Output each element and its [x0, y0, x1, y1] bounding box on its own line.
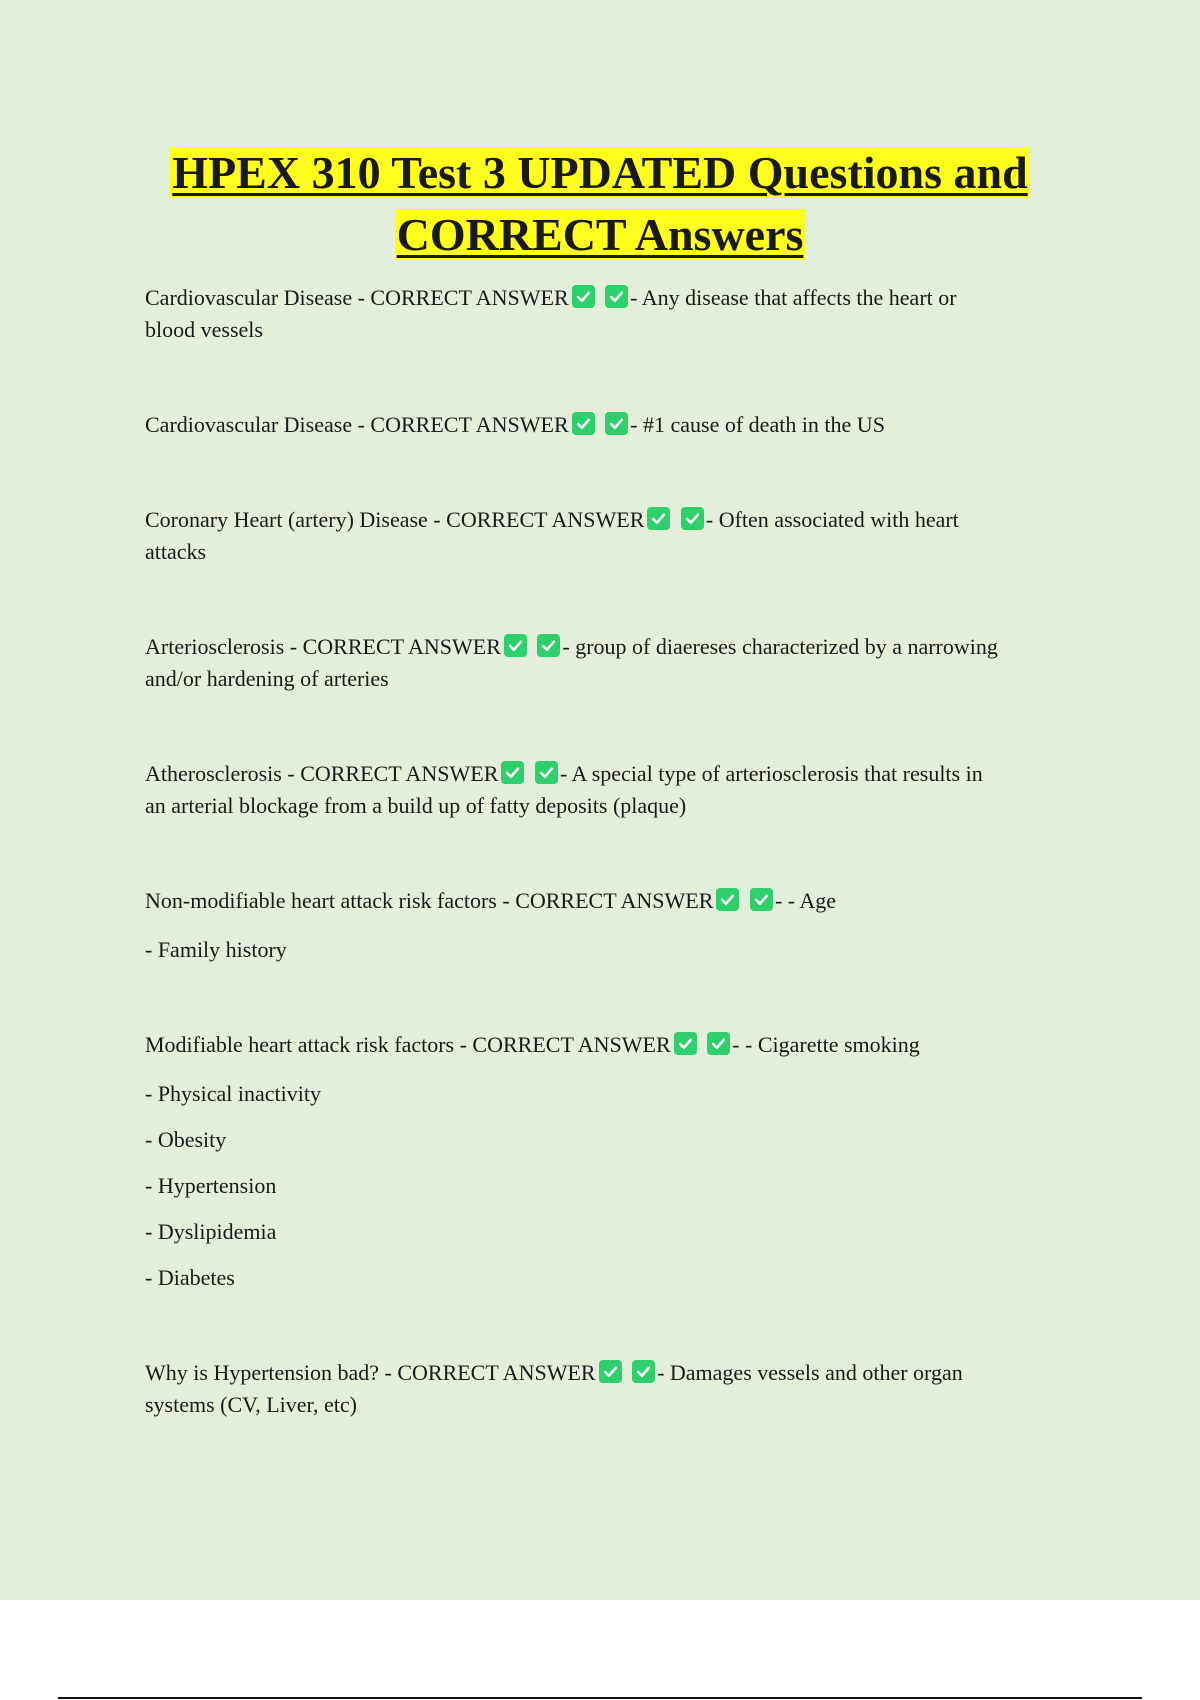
entry-first-line	[145, 1029, 1095, 1061]
entry-term: Atherosclerosis -	[145, 761, 301, 786]
qa-entry	[145, 1029, 1095, 1294]
check-mark-icon	[605, 412, 628, 435]
entry-first-line	[145, 504, 1095, 536]
entry-term: Coronary Heart (artery) Disease -	[145, 507, 447, 532]
entry-answer-continued: blood vessels	[145, 317, 263, 342]
check-mark-icon	[674, 1032, 697, 1055]
document-title	[0, 142, 1200, 266]
qa-entry	[145, 1357, 1095, 1421]
entry-term: Cardiovascular Disease -	[145, 412, 371, 437]
entry-answer-continued: systems (CV, Liver, etc)	[145, 1392, 357, 1417]
list-item: - Obesity	[145, 1127, 227, 1152]
qa-entry	[145, 631, 1095, 695]
check-mark-icon	[572, 285, 595, 308]
check-mark-icon	[599, 1360, 622, 1383]
title-line-2: CORRECT Answers	[396, 209, 804, 260]
answer-marker: CORRECT ANSWER	[370, 285, 569, 310]
list-item: - Dyslipidemia	[145, 1219, 277, 1244]
entry-term: Cardiovascular Disease -	[145, 285, 371, 310]
entry-answer: - A special type of arteriosclerosis that results in	[559, 761, 983, 786]
entry-answer: - #1 cause of death in the US	[630, 412, 885, 437]
title-line-1: HPEX 310 Test 3 UPDATED Questions and	[172, 147, 1028, 198]
entry-answer: - Any disease that affects the heart or	[630, 285, 957, 310]
answer-marker: CORRECT ANSWER	[302, 634, 501, 659]
entry-answer-continued: attacks	[145, 539, 207, 564]
answer-marker: CORRECT ANSWER	[300, 761, 499, 786]
footer-divider	[58, 1697, 1142, 1699]
answer-marker: CORRECT ANSWER	[472, 1032, 671, 1057]
check-mark-icon	[572, 412, 595, 435]
check-mark-icon	[535, 761, 558, 784]
entry-first-line	[145, 885, 1095, 917]
entry-answer: - group of diaereses characterized by a narrowing	[562, 634, 998, 659]
entry-term: Arteriosclerosis -	[145, 634, 303, 659]
qa-entry	[145, 282, 1095, 346]
answer-marker: CORRECT ANSWER	[397, 1360, 596, 1385]
entry-answer: - - Cigarette smoking	[732, 1032, 920, 1057]
entry-first-line	[145, 1357, 1095, 1389]
qa-entry	[145, 504, 1095, 568]
qa-entry	[145, 885, 1095, 966]
check-mark-icon	[605, 285, 628, 308]
entry-term: Modifiable heart attack risk factors -	[145, 1032, 473, 1057]
qa-entry	[145, 409, 1095, 441]
list-item: - Family history	[145, 937, 287, 962]
check-mark-icon	[501, 761, 524, 784]
entry-first-line	[145, 631, 1095, 663]
list-item: - Diabetes	[145, 1265, 235, 1290]
check-mark-icon	[647, 507, 670, 530]
qa-entry	[145, 758, 1095, 822]
check-mark-icon	[716, 888, 739, 911]
list-item: - Physical inactivity	[145, 1081, 321, 1106]
entry-answer: - - Age	[774, 888, 837, 913]
entry-first-line	[145, 409, 1095, 441]
check-mark-icon	[537, 634, 560, 657]
entry-term: Non-modifiable heart attack risk factors -	[145, 888, 516, 913]
check-mark-icon	[632, 1360, 655, 1383]
check-mark-icon	[681, 507, 704, 530]
list-item: - Hypertension	[145, 1173, 277, 1198]
check-mark-icon	[750, 888, 773, 911]
answer-marker: CORRECT ANSWER	[370, 412, 569, 437]
entry-first-line	[145, 282, 1095, 314]
answer-marker: CORRECT ANSWER	[446, 507, 645, 532]
entry-answer-continued: an arterial blockage from a build up of fatty deposits (plaque)	[145, 793, 687, 818]
qa-list	[145, 282, 1095, 1421]
entry-answer: - Damages vessels and other organ	[657, 1360, 963, 1385]
check-mark-icon	[504, 634, 527, 657]
entry-term: Why is Hypertension bad? -	[145, 1360, 398, 1385]
entry-answer: - Often associated with heart	[705, 507, 959, 532]
entry-first-line	[145, 758, 1095, 790]
entry-answer-continued: and/or hardening of arteries	[145, 666, 389, 691]
check-mark-icon	[707, 1032, 730, 1055]
answer-marker: CORRECT ANSWER	[515, 888, 714, 913]
